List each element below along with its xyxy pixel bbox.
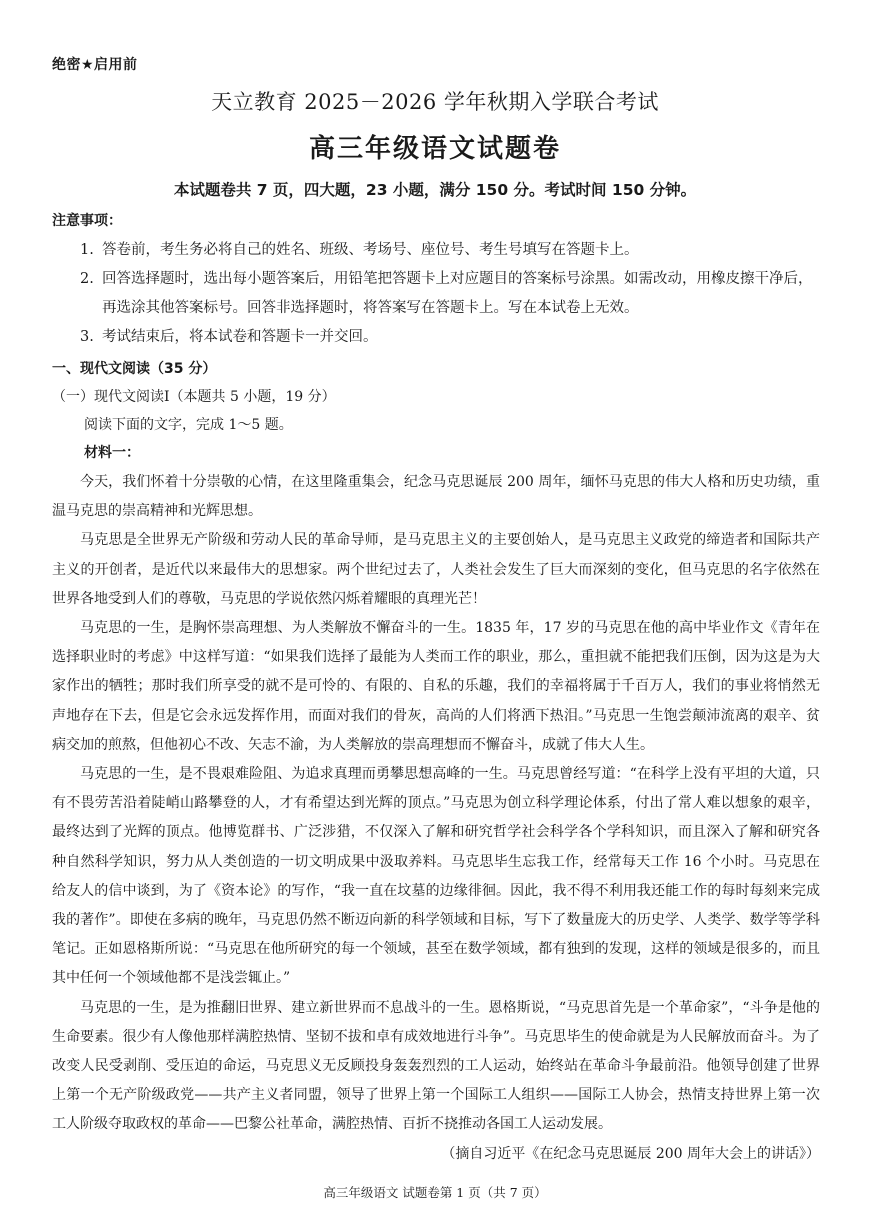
passage-paragraph: 马克思的一生，是胸怀崇高理想、为人类解放不懈奋斗的一生。1835 年，17 岁的马克思在他的高中毕业作文《青年在选择职业时的考虑》中这样写道：“如果我们选择了最能为人类而工作的职业，那么，重担就不能把我们压倒，因为这是为大家作出的牺牲；那时我们所享受的就不是可怜的、有限的、自私的乐趣，我们的幸福将属于千百万人，我们的事业将悄然无声地存在下去，但是它会永远发挥作用，而面对我们的骨灰，高尚的人们将洒下热泪。”马克思一生饱尝颠沛流离的艰辛、贫病交加的煎熬，但他初心不改、矢志不渝，为人类解放的崇高理想而不懈奋斗，成就了伟大人生。 — [52, 620, 820, 753]
notice-item-number: 2. — [80, 271, 94, 287]
page-footer: 高三年级语文 试题卷第 1 页（共 7 页） — [323, 1185, 547, 1200]
paper-summary: 本试题卷共 7 页，四大题，23 小题，满分 150 分。考试时间 150 分钟。 — [173, 181, 697, 199]
exam-title: 天立教育 2025－2026 学年秋期入学联合考试 — [211, 90, 659, 114]
notice-item — [52, 265, 822, 323]
notice-item-text: 考试结束后，将本试卷和答题卡一并交回。 — [102, 329, 378, 345]
notice-list — [52, 236, 822, 352]
passage-paragraph: 马克思是全世界无产阶级和劳动人民的革命导师，是马克思主义的主要创始人，是马克思主义政党的缔造者和国际共产主义的开创者，是近代以来最伟大的思想家。两个世纪过去了，人类社会发生了巨大而深刻的变化，但马克思的名字依然在世界各地受到人们的尊敬，马克思的学说依然闪烁着耀眼的真理光芒！ — [52, 532, 820, 607]
paper-title: 高三年级语文试题卷 — [308, 134, 561, 164]
reading-instruction: 阅读下面的文字，完成 1～5 题。 — [84, 417, 293, 433]
passage-source: （摘自习近平《在纪念马克思诞辰 200 周年大会上的讲话》） — [441, 1145, 820, 1162]
section-heading: 一、现代文阅读（35 分） — [52, 361, 217, 377]
notice-item — [52, 323, 822, 352]
notice-item-text: 答卷前，考生务必将自己的姓名、班级、考场号、座位号、考生号填写在答题卡上。 — [102, 242, 639, 258]
notice-item-number: 1. — [80, 242, 94, 258]
subsection-heading: （一）现代文阅读Ⅰ（本题共 5 小题，19 分） — [52, 389, 336, 405]
notice-item — [52, 236, 822, 265]
passage-paragraph: 马克思的一生，是为推翻旧世界、建立新世界而不息战斗的一生。恩格斯说，“马克思首先是一个革命家”，“斗争是他的生命要素。很少有人像他那样满腔热情、坚韧不拔和卓有成效地进行斗争”。马克思毕生的使命就是为人民解放而奋斗。为了改变人民受剥削、受压迫的命运，马克思义无反顾投身轰轰烈烈的工人运动，始终站在革命斗争最前沿。他领导创建了世界上第一个无产阶级政党——共产主义者同盟，领导了世界上第一个国际工人组织——国际工人协会，热情支持世界上第一次工人阶级夺取政权的革命——巴黎公社革命，满腔热情、百折不挠推动各国工人运动发展。 — [52, 999, 820, 1133]
confidential-label: 绝密★启用前 — [52, 57, 138, 73]
passage-paragraph: 今天，我们怀着十分崇敬的心情，在这里隆重集会，纪念马克思诞辰 200 周年，缅怀马克思的伟大人格和历史功绩，重温马克思的崇高精神和光辉思想。 — [52, 474, 820, 520]
material-heading: 材料一： — [84, 445, 140, 461]
passage-paragraph: 马克思的一生，是不畏艰难险阻、为追求真理而勇攀思想高峰的一生。马克思曾经写道：“在科学上没有平坦的大道，只有不畏劳苦沿着陡峭山路攀登的人，才有希望达到光辉的顶点。”马克思为创立科学理论体系，付出了常人难以想象的艰辛，最终达到了光辉的顶点。他博览群书、广泛涉猎，不仅深入了解和研究哲学社会科学各个学科知识，而且深入了解和研究各种自然科学知识，努力从人类创造的一切文明成果中汲取养料。马克思毕生忘我工作，经常每天工作 16 个小时。马克思在给友人的信中谈到，为了《资本论》的写作，“我一直在坟墓的边缘徘徊。因此，我不得不利用我还能工作的每时每刻来完成我的著作”。即使在多病的晚年，马克思仍然不断迈向新的科学领域和目标，写下了数量庞大的历史学、人类学、数学等学科笔记。正如恩格斯所说：“马克思在他所研究的每一个领域，甚至在数学领域，都有独到的发现，这样的领域是很多的，而且其中任何一个领域他都不是浅尝辄止。” — [52, 766, 820, 987]
notice-heading: 注意事项： — [52, 213, 122, 229]
notice-item-number: 3. — [80, 329, 94, 345]
reading-passage — [52, 468, 820, 1169]
notice-item-text: 回答选择题时，选出每小题答案后，用铅笔把答题卡上对应题目的答案标号涂黑。如需改动，用橡皮擦干净后，再选涂其他答案标号。回答非选择题时，将答案写在答题卡上。写在本试卷上无效。 — [102, 271, 813, 316]
